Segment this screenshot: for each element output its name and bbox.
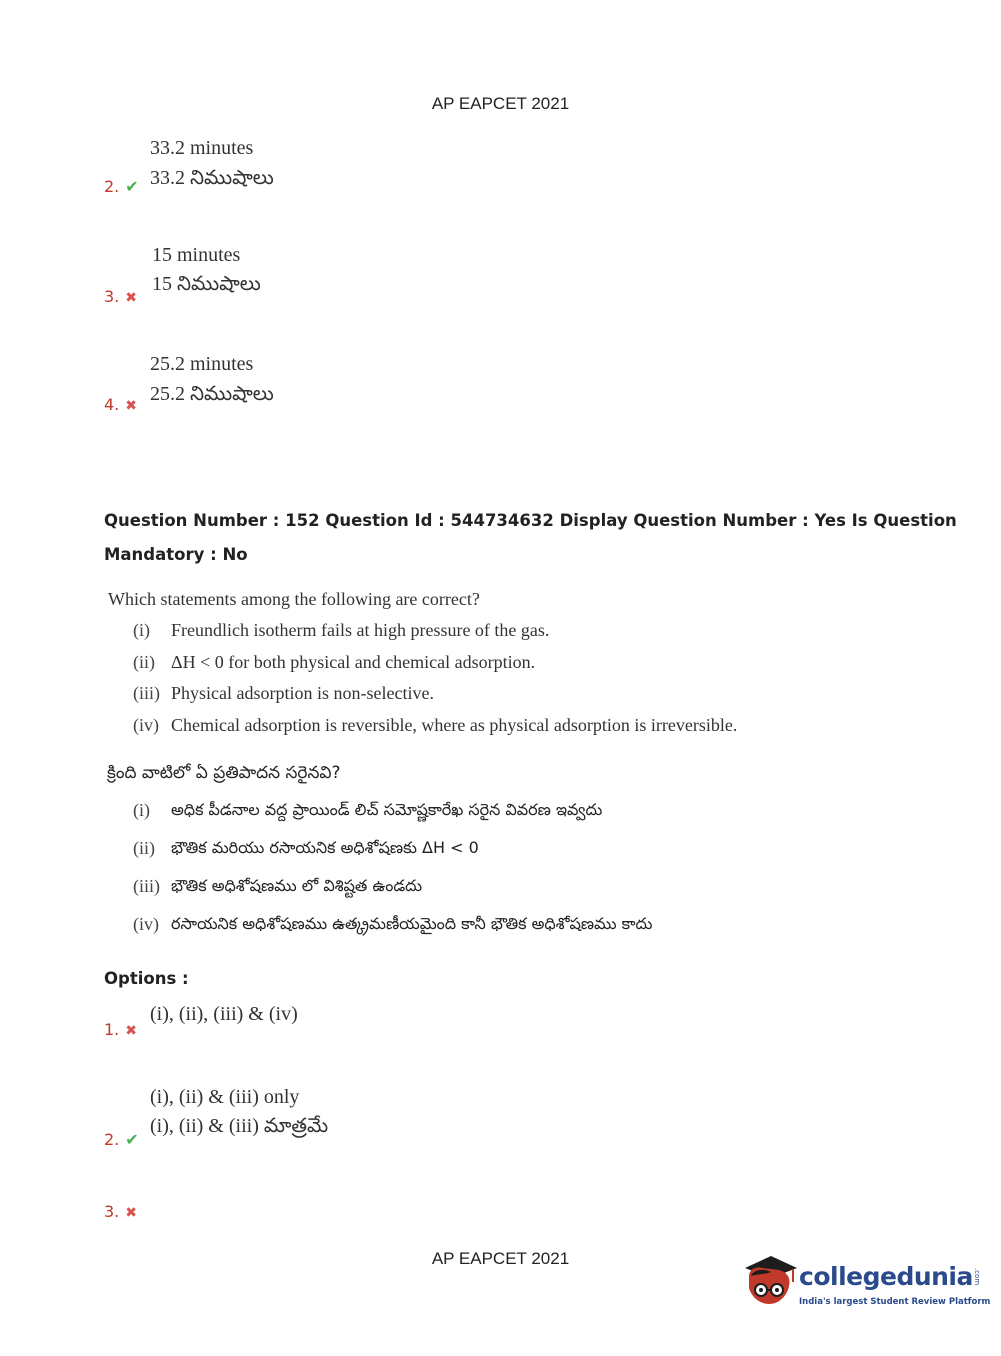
- statement-number: (iii): [133, 683, 160, 703]
- statement-text: రసాయనిక అధిశోషణము ఉత్క్రమణీయమైంది కానీ భౌతిక అధిశోషణము కాదు: [171, 914, 653, 933]
- answer-option-3-number: [104, 1202, 137, 1221]
- statement-number: (ii): [133, 838, 155, 858]
- cross-icon: ✖: [125, 290, 137, 306]
- options-label: Options :: [104, 969, 189, 988]
- statement-number: (i): [133, 800, 150, 820]
- option-number-label: 4.: [104, 395, 120, 414]
- logo-tagline: India's largest Student Review Platform: [799, 1297, 991, 1307]
- statement-number: (ii): [133, 651, 155, 672]
- statement-number: (i): [133, 620, 150, 640]
- option-number-label: 2.: [104, 177, 120, 196]
- option-3-number: [104, 287, 137, 306]
- page-footer: AP EAPCET 2021: [431, 1249, 570, 1268]
- question-stem-te: క్రింది వాటిలో ఏ ప్రతిపాదన సరైనవి?: [107, 763, 341, 783]
- statement-text: Freundlich isotherm fails at high pressure of the gas.: [171, 620, 550, 640]
- option-number-label: 2.: [104, 1130, 120, 1149]
- statement-te-item: [133, 876, 853, 914]
- cross-icon: ✖: [125, 398, 137, 414]
- statement-number: (iv): [133, 714, 159, 735]
- answer-option-1-text-en: (i), (ii), (iii) & (iv): [150, 1003, 298, 1025]
- answer-option-2-number: [104, 1130, 139, 1149]
- question-stem-en: Which statements among the following are correct?: [108, 589, 480, 609]
- statement-en-item: [133, 620, 853, 652]
- statement-text: Chemical adsorption is reversible, where as physical adsorption is irreversible.: [171, 714, 738, 735]
- logo-suffix: .com: [972, 1267, 981, 1285]
- statement-en-item: [133, 715, 853, 747]
- option-2-number: [104, 177, 139, 196]
- logo-wordmark: collegedunia: [799, 1262, 973, 1291]
- check-icon: ✔: [125, 177, 139, 196]
- statement-te-item: [133, 914, 853, 952]
- statement-te-item: [133, 800, 853, 838]
- option-4-number: [104, 395, 137, 414]
- statement-en-item: [133, 683, 853, 715]
- collegedunia-logo: [741, 1250, 991, 1320]
- statement-en-item: [133, 652, 853, 684]
- answer-option-2-text-en: (i), (ii) & (iii) only: [150, 1086, 300, 1108]
- statement-list-te: [133, 800, 853, 952]
- statement-list-en: [133, 620, 853, 746]
- answer-option-1-number: [104, 1020, 137, 1039]
- statement-number: (iii): [133, 876, 160, 896]
- answer-option-2-text-te: (i), (ii) & (iii) మాత్రమే: [150, 1115, 329, 1137]
- option-2-text-te: 33.2 నిముషాలు: [150, 167, 274, 189]
- option-3-text-te: 15 నిముషాలు: [152, 273, 261, 295]
- check-icon: ✔: [125, 1130, 139, 1149]
- mascot-icon: [741, 1250, 799, 1312]
- option-4-text-en: 25.2 minutes: [150, 353, 254, 375]
- cross-icon: ✖: [125, 1205, 137, 1221]
- statement-text: భౌతిక మరియు రసాయనిక అధిశోషణకు ΔH < 0: [171, 838, 479, 857]
- option-number-label: 3.: [104, 287, 120, 306]
- option-2-text-en: 33.2 minutes: [150, 137, 254, 159]
- option-4-text-te: 25.2 నిముషాలు: [150, 383, 274, 405]
- statement-text: ΔH < 0 for both physical and chemical adsorption.: [171, 651, 536, 672]
- statement-text: Physical adsorption is non-selective.: [171, 683, 434, 703]
- option-3-text-en: 15 minutes: [152, 244, 241, 266]
- statement-te-item: [133, 838, 853, 876]
- question-meta-line-1: Question Number : 152 Question Id : 544734632 Display Question Number : Yes Is Question: [104, 511, 957, 530]
- statement-number: (iv): [133, 914, 159, 934]
- option-number-label: 3.: [104, 1202, 120, 1221]
- statement-text: భౌతిక అధిశోషణము లో విశిష్టత ఉండదు: [171, 876, 423, 895]
- cross-icon: ✖: [125, 1023, 137, 1039]
- page-header: AP EAPCET 2021: [431, 94, 570, 113]
- question-meta-line-2: Mandatory : No: [104, 545, 248, 564]
- option-number-label: 1.: [104, 1020, 120, 1039]
- statement-text: అధిక పీడనాల వద్ద ప్రాయిండ్ లిచ్ సమోష్ణకారేఖ సరైన వివరణ ఇవ్వదు: [171, 800, 603, 819]
